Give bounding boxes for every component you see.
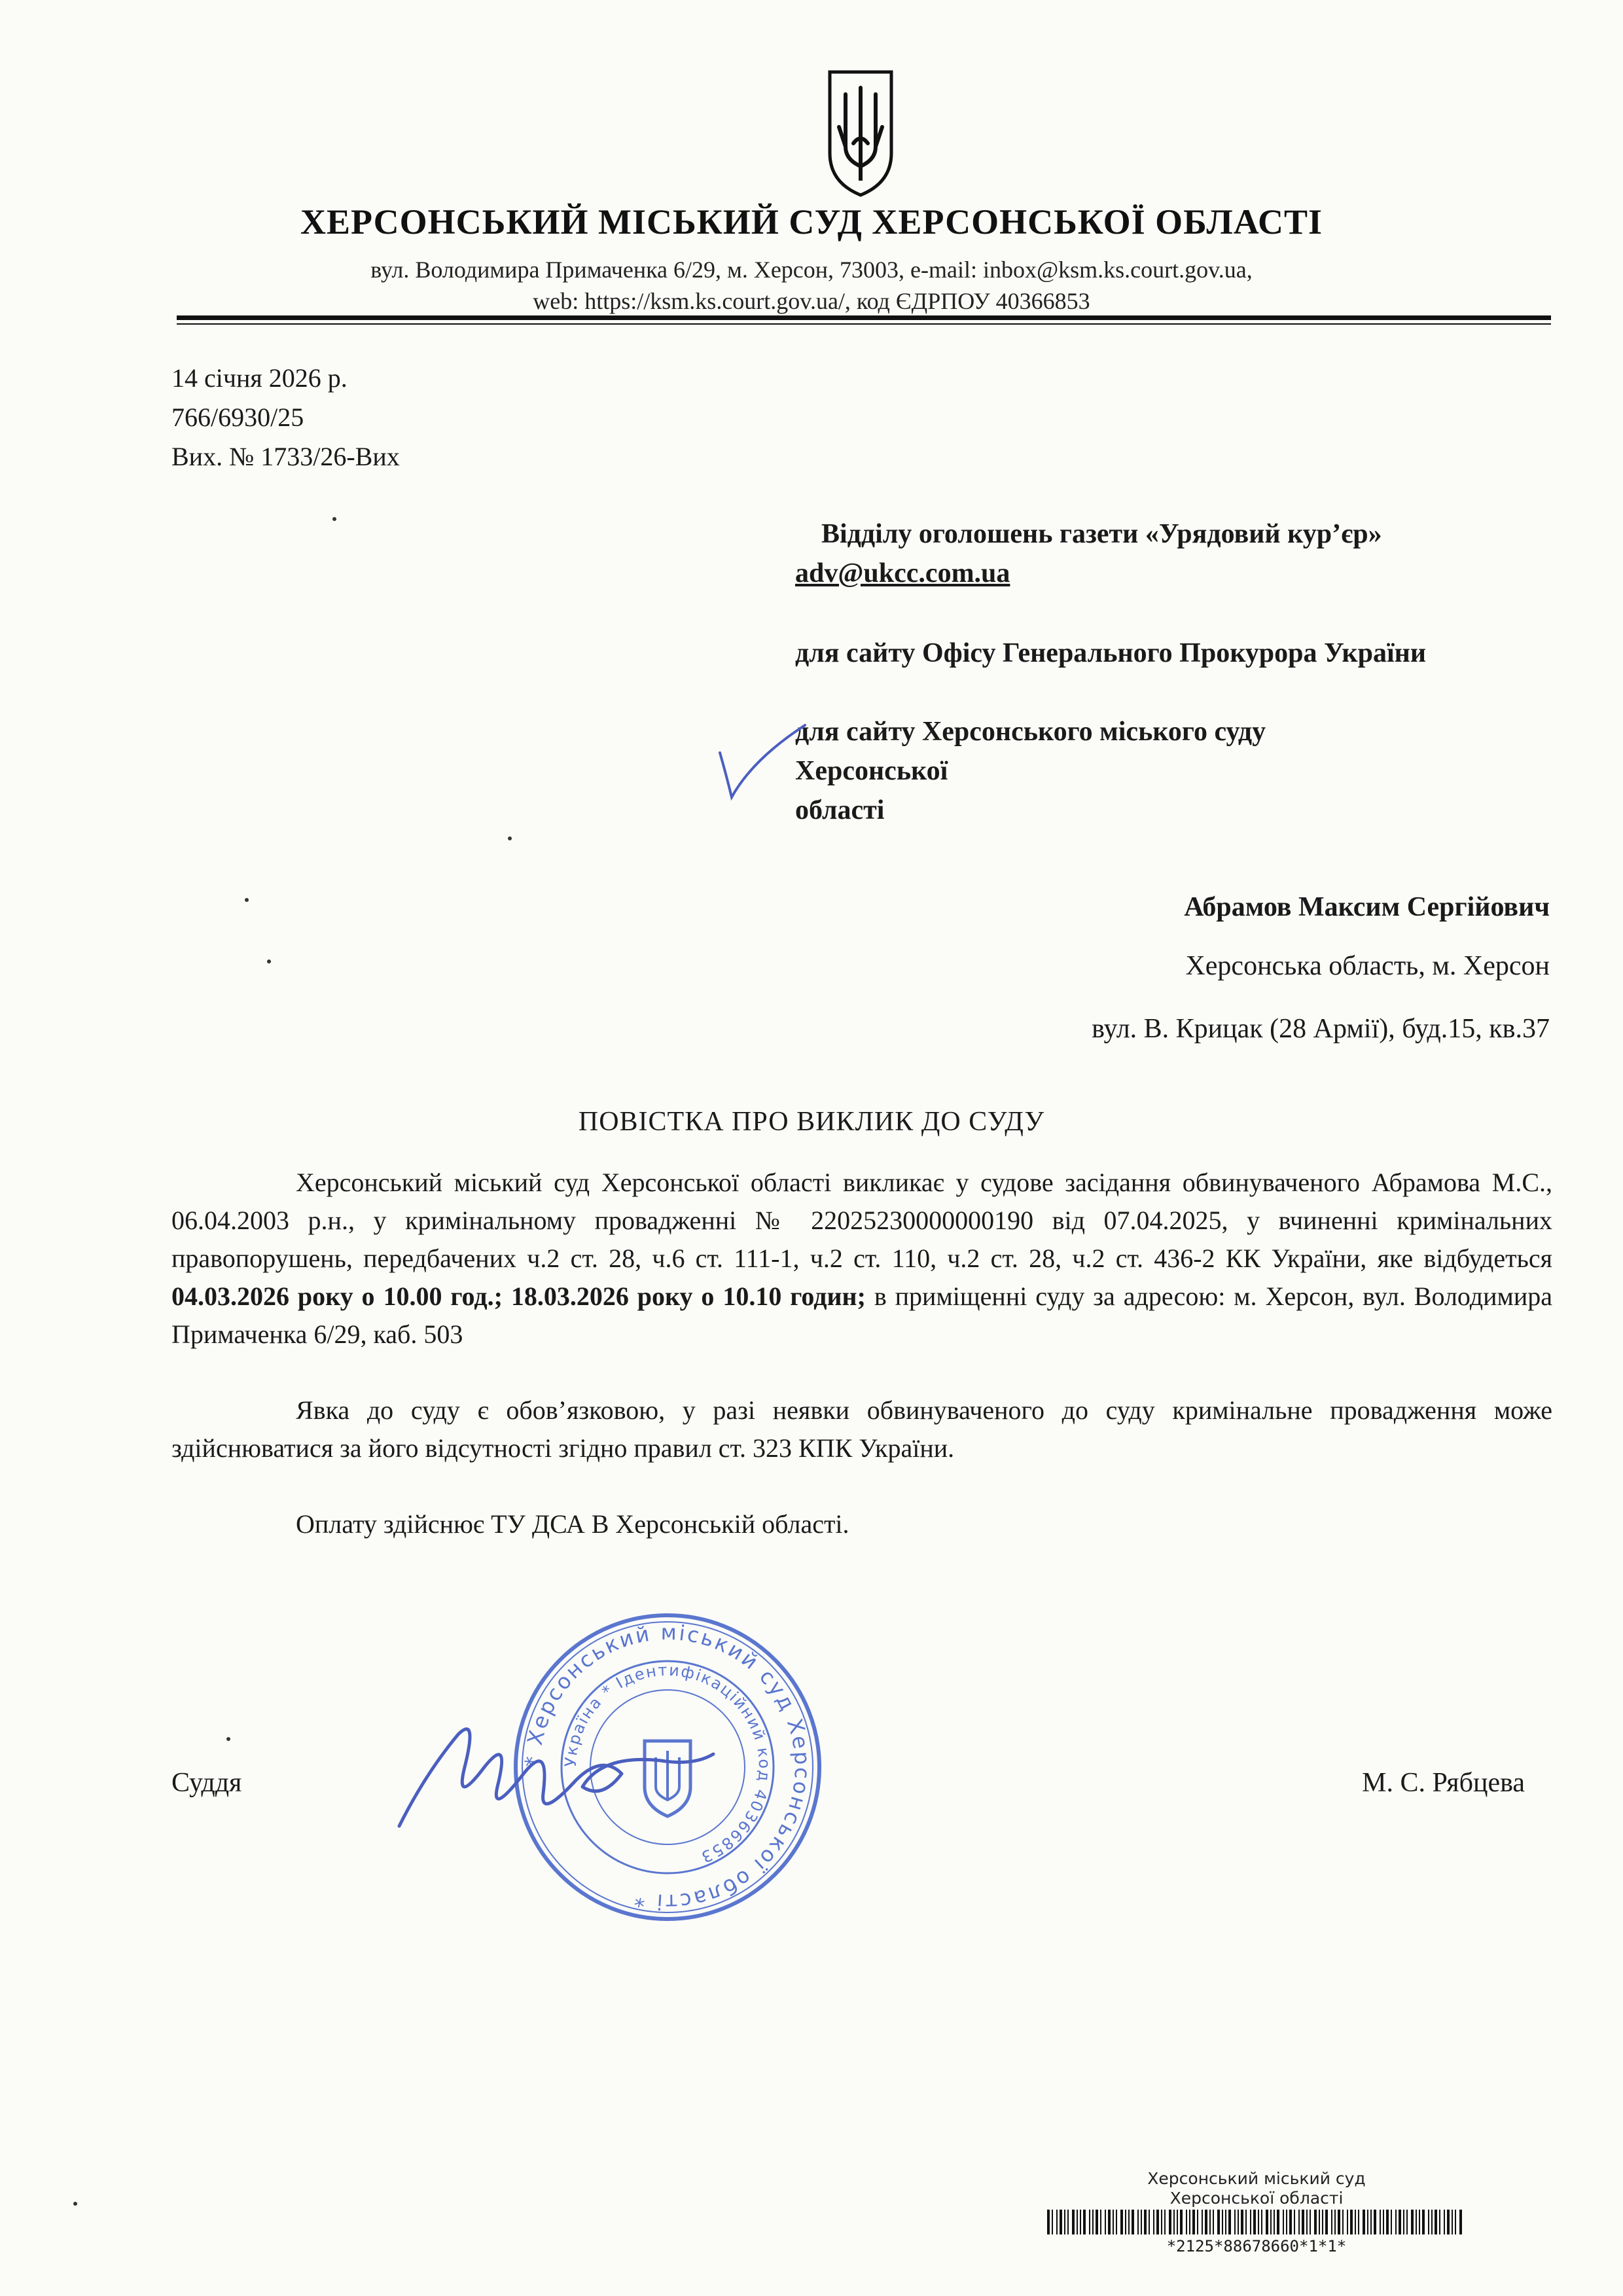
barcode-bar bbox=[1383, 2210, 1384, 2234]
barcode-bar bbox=[1197, 2210, 1198, 2234]
barcode-bar bbox=[1189, 2210, 1190, 2234]
barcode-bar bbox=[1261, 2210, 1262, 2234]
barcode-bar bbox=[1286, 2210, 1287, 2234]
document-heading: ПОВІСТКА ПРО ВИКЛИК ДО СУДУ bbox=[578, 1107, 1045, 1137]
attendance-paragraph: Явка до суду є обов’язковою, у разі неявки обвинуваченого до суду кримінальне провадження може здійснюватися за його відсутності згідно правил ст. 323 КПК України. bbox=[171, 1395, 1552, 1463]
barcode-bar bbox=[1386, 2210, 1389, 2234]
header-divider bbox=[177, 315, 1551, 320]
barcode-bar bbox=[1132, 2210, 1134, 2234]
barcode-bar bbox=[1270, 2210, 1272, 2234]
barcode-bar bbox=[1310, 2210, 1311, 2234]
barcode-bar bbox=[1306, 2210, 1308, 2234]
scan-speck bbox=[226, 1737, 230, 1741]
barcode-bar bbox=[1144, 2210, 1147, 2234]
svg-text:Україна * Ідентифікаційний код: Україна * Ідентифікаційний код 40366853 bbox=[561, 1660, 774, 1867]
addressee-street: вул. В. Крицак (28 Армії), буд.15, кв.37 bbox=[1092, 1014, 1550, 1044]
address-line: вул. Володимира Примаченка 6/29, м. Херсон, 73003, e-mail: inbox@ksm.ks.court.gov.ua, bbox=[370, 257, 1253, 283]
barcode-bar bbox=[1455, 2210, 1456, 2234]
barcode-text: *2125*88678660*1*1* bbox=[1166, 2237, 1347, 2255]
barcode-bar bbox=[1338, 2210, 1340, 2234]
barcode-bar bbox=[1238, 2210, 1239, 2234]
barcode-bar bbox=[1403, 2210, 1404, 2234]
barcode-bar bbox=[1289, 2210, 1292, 2234]
barcode-bar bbox=[1083, 2210, 1086, 2234]
barcode-bar bbox=[1439, 2210, 1440, 2234]
barcode-bar bbox=[1234, 2210, 1236, 2234]
barcode-bar bbox=[1370, 2210, 1372, 2234]
barcode-bar bbox=[1113, 2210, 1114, 2234]
recipient-court-site-line1: для сайту Херсонського міського суду bbox=[795, 717, 1266, 747]
recipient-email-link[interactable]: adv@ukcc.com.ua bbox=[795, 558, 1010, 588]
judge-signature bbox=[386, 1695, 726, 1846]
barcode-bar bbox=[1100, 2210, 1101, 2234]
barcode-bar bbox=[1217, 2210, 1220, 2234]
barcode-bar bbox=[1149, 2210, 1150, 2234]
barcode-bar bbox=[1156, 2210, 1159, 2234]
barcode-bar bbox=[1347, 2210, 1348, 2234]
barcode-bar bbox=[1395, 2210, 1397, 2234]
recipient-court-site-line3: області bbox=[795, 795, 885, 825]
document-body bbox=[171, 1164, 1552, 1543]
barcode-bar bbox=[1334, 2210, 1336, 2234]
signature-label: Суддя bbox=[171, 1768, 242, 1798]
barcode-bar bbox=[1228, 2210, 1231, 2234]
handwritten-check-icon bbox=[713, 713, 812, 812]
barcode-bar bbox=[1105, 2210, 1106, 2234]
scan-speck bbox=[508, 836, 512, 840]
barcode-bar bbox=[1266, 2210, 1268, 2234]
case-number: 766/6930/25 bbox=[171, 403, 304, 432]
footer-line2: Херсонської області bbox=[1169, 2189, 1344, 2208]
barcode-bar bbox=[1120, 2210, 1123, 2234]
barcode-bar bbox=[1213, 2210, 1214, 2234]
coat-of-arms-icon bbox=[826, 68, 895, 198]
barcode-bar bbox=[1294, 2210, 1295, 2234]
barcode-bar bbox=[1056, 2210, 1058, 2234]
barcode-bar bbox=[1225, 2210, 1226, 2234]
barcode-bar bbox=[1431, 2210, 1433, 2234]
barcode-bar bbox=[1060, 2210, 1062, 2234]
barcode-bar bbox=[1428, 2210, 1429, 2234]
barcode-bar bbox=[1108, 2210, 1111, 2234]
barcode-bar bbox=[1153, 2210, 1154, 2234]
barcode-bar bbox=[1072, 2210, 1075, 2234]
barcode-bar bbox=[1125, 2210, 1126, 2234]
summons-paragraph bbox=[171, 1164, 1552, 1354]
barcode-bar bbox=[1202, 2210, 1203, 2234]
payment-paragraph: Оплату здійснює ТУ ДСА В Херсонській області. bbox=[296, 1509, 849, 1539]
barcode-bar bbox=[1209, 2210, 1211, 2234]
recipient-court-site-line2: Херсонської bbox=[795, 756, 948, 786]
barcode-bar bbox=[1298, 2210, 1300, 2234]
barcode-bar bbox=[1325, 2210, 1328, 2234]
scan-speck bbox=[267, 960, 271, 963]
scan-speck bbox=[245, 898, 249, 902]
court-address bbox=[0, 254, 1623, 317]
barcode-bar bbox=[1241, 2210, 1243, 2234]
barcode-bar bbox=[1177, 2210, 1178, 2234]
recipient-newspaper: Відділу оголошень газети «Урядовий кур’єр» bbox=[821, 519, 1382, 549]
judge-name: М. С. Рябцева bbox=[1362, 1768, 1525, 1798]
barcode-bar bbox=[1444, 2210, 1445, 2234]
barcode-bar bbox=[1406, 2210, 1408, 2234]
barcode-bar bbox=[1452, 2210, 1453, 2234]
barcode-bar bbox=[1047, 2210, 1050, 2234]
barcode-bar bbox=[1380, 2210, 1381, 2234]
barcode-bar bbox=[1141, 2210, 1142, 2234]
header-divider-thin bbox=[177, 323, 1551, 325]
addressee-region: Херсонська область, м. Херсон bbox=[1185, 951, 1550, 981]
barcode-bar bbox=[1322, 2210, 1323, 2234]
barcode-bar bbox=[1319, 2210, 1320, 2234]
barcode-bar bbox=[1116, 2210, 1117, 2234]
barcode-bar bbox=[1186, 2210, 1187, 2234]
barcode-bar bbox=[1277, 2210, 1279, 2234]
web-line: web: https://ksm.ks.court.gov.ua/, код ЄДРПОУ 40366853 bbox=[533, 288, 1090, 314]
barcode-bar bbox=[1391, 2210, 1392, 2234]
barcode-bar bbox=[1245, 2210, 1247, 2234]
barcode-bar bbox=[1447, 2210, 1450, 2234]
barcode-bar bbox=[1363, 2210, 1365, 2234]
barcode-bar bbox=[1355, 2210, 1356, 2234]
barcode-bar bbox=[1435, 2210, 1437, 2234]
document-date: 14 січня 2026 р. bbox=[171, 363, 348, 393]
court-title: ХЕРСОНСЬКИЙ МІСЬКИЙ СУД ХЕРСОНСЬКОЇ ОБЛАСТІ bbox=[300, 202, 1323, 242]
footer-court bbox=[1021, 2169, 1492, 2208]
barcode-bar bbox=[1080, 2210, 1081, 2234]
recipient-prosecutor: для сайту Офісу Генерального Прокурора України bbox=[795, 638, 1427, 668]
barcode-bar bbox=[1089, 2210, 1090, 2234]
addressee-name: Абрамов Максим Сергійович bbox=[1184, 892, 1550, 922]
barcode-bar bbox=[1180, 2210, 1183, 2234]
barcode-bar bbox=[1205, 2210, 1207, 2234]
barcode-bar bbox=[1399, 2210, 1401, 2234]
barcode-bar bbox=[1192, 2210, 1195, 2234]
barcode-bar bbox=[1128, 2210, 1130, 2234]
barcode-bar bbox=[1092, 2210, 1094, 2234]
barcode-bar bbox=[1374, 2210, 1376, 2234]
barcode-bar bbox=[1331, 2210, 1332, 2234]
svg-text:* Херсонський міський суд Херс: * Херсонський міський суд Херсонської області * bbox=[520, 1619, 815, 1915]
scan-speck bbox=[332, 517, 336, 521]
barcode-bar bbox=[1302, 2210, 1304, 2234]
barcode-bar bbox=[1253, 2210, 1256, 2234]
barcode-bar bbox=[1314, 2210, 1317, 2234]
barcode-bar bbox=[1173, 2210, 1175, 2234]
barcode-bar bbox=[1164, 2210, 1166, 2234]
barcode-bar bbox=[1419, 2210, 1420, 2234]
barcode-bar bbox=[1342, 2210, 1344, 2234]
footer-line1: Херсонський міський суд bbox=[1147, 2169, 1366, 2188]
barcode-bar bbox=[1067, 2210, 1069, 2234]
scan-speck bbox=[73, 2202, 77, 2206]
barcode-bar bbox=[1422, 2210, 1425, 2234]
barcode-bar bbox=[1459, 2210, 1462, 2234]
barcode-bar bbox=[1283, 2210, 1284, 2234]
barcode-bar bbox=[1274, 2210, 1275, 2234]
barcode-bar bbox=[1358, 2210, 1359, 2234]
barcode-bar bbox=[1064, 2210, 1065, 2234]
barcode-bar bbox=[1367, 2210, 1368, 2234]
summons-location: в приміщенні суду за адресою: м. Херсон, вул. Володимира Примаченка 6/29, каб. 503 bbox=[171, 1282, 1552, 1349]
barcode-bar bbox=[1169, 2210, 1171, 2234]
barcode-bar bbox=[1258, 2210, 1259, 2234]
barcode-bar bbox=[1161, 2210, 1162, 2234]
barcode-bar bbox=[1052, 2210, 1053, 2234]
barcode-bar bbox=[1411, 2210, 1414, 2234]
barcode-bar bbox=[1077, 2210, 1078, 2234]
barcode-bar bbox=[1416, 2210, 1417, 2234]
barcode-bar bbox=[1137, 2210, 1139, 2234]
barcode-bar bbox=[1096, 2210, 1098, 2234]
summons-text: Херсонський міський суд Херсонської області викликає у судове засідання обвинуваченого Абрамова М.С., 06.04.2003 р.н., у кримінальному провадженні № 22025230000000190 від 07.04.2025, у вчиненні кримінальних правопорушень, передбачених ч.2 ст. 28, ч.6 ст. 111-1, ч.2 ст. 110, ч.2 ст. 28, ч.2 ст. 436-2 КК України, яке відбудеться bbox=[171, 1168, 1552, 1273]
barcode-bar bbox=[1222, 2210, 1223, 2234]
barcode-bar bbox=[1350, 2210, 1353, 2234]
document-meta bbox=[171, 359, 400, 476]
barcode-bar bbox=[1250, 2210, 1251, 2234]
barcode bbox=[1047, 2210, 1466, 2234]
hearing-dates: 04.03.2026 року о 10.00 год.; 18.03.2026 року о 10.10 годин; bbox=[171, 1282, 866, 1311]
outgoing-number: Вих. № 1733/26-Вих bbox=[171, 442, 400, 471]
